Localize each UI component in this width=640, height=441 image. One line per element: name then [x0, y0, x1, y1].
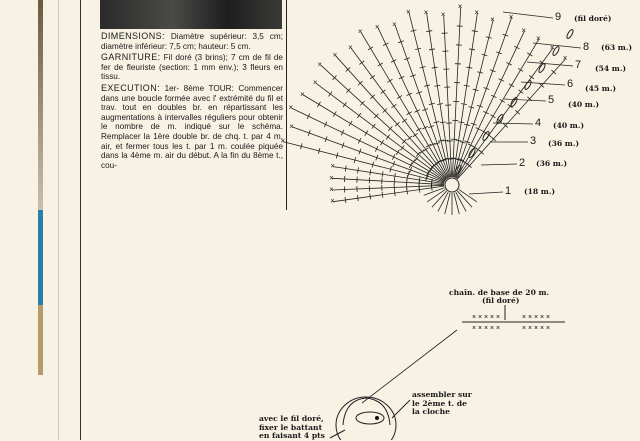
stitch-x-mark: × — [392, 20, 397, 29]
row-number: 3 — [530, 135, 536, 147]
stitch-tick — [434, 85, 440, 86]
stitch-tick — [407, 112, 412, 115]
stitch-x-mark: × — [546, 325, 550, 332]
stitch-x-mark: × — [490, 325, 494, 332]
stitch-tick — [368, 47, 373, 50]
stitch-tick — [386, 135, 390, 140]
row-number: 2 — [519, 157, 525, 169]
clapper — [356, 412, 384, 424]
stitch-spoke — [332, 185, 444, 190]
stitch-x-mark: × — [333, 51, 338, 60]
stitch-tick — [397, 95, 402, 98]
stitch-tick — [458, 122, 464, 123]
stitch-x-mark: × — [509, 12, 514, 21]
stitch-tick — [472, 31, 478, 32]
stitch-tick — [415, 156, 419, 161]
row-stitch-count: (fil doré) — [574, 15, 611, 24]
chain-stitch — [524, 80, 532, 91]
note-line: le 2ème t. de — [412, 400, 472, 409]
stitch-tick — [380, 140, 383, 145]
stitch-x-mark: × — [534, 314, 538, 321]
row-number: 5 — [548, 94, 554, 106]
stitch-x-mark: × — [375, 23, 380, 32]
chain-label: chaîn. de base de 20 m. — [449, 289, 549, 298]
stitch-tick — [370, 75, 375, 79]
leader-line — [504, 99, 546, 101]
stitch-tick — [357, 195, 358, 201]
stitch-x-mark: × — [521, 26, 526, 35]
fix-pointer — [330, 430, 345, 438]
note-line: fixer le battant — [259, 424, 325, 433]
stitch-tick — [394, 190, 395, 196]
stitch-tick — [413, 133, 418, 137]
stitch-x-mark: × — [288, 103, 293, 112]
stitch-x-mark: × — [280, 137, 285, 146]
stitch-tick — [394, 173, 395, 179]
row-stitch-count: (40 m.) — [553, 122, 584, 131]
note-line: assembler sur — [412, 391, 472, 400]
stitch-x-mark: × — [358, 27, 363, 36]
note-line: avec le fil doré, — [259, 415, 325, 424]
stitch-x-mark: × — [550, 43, 555, 52]
stitch-x-mark: × — [528, 314, 532, 321]
stitch-tick — [349, 121, 352, 126]
stitch-tick — [378, 63, 383, 66]
stitch-tick — [527, 53, 532, 56]
stitch-x-mark: × — [441, 10, 446, 19]
center-ring — [445, 178, 459, 192]
stitch-tick — [464, 85, 470, 86]
stitch-tick — [328, 92, 332, 97]
stitch-x-mark: × — [424, 8, 429, 17]
stitch-tick — [333, 111, 336, 116]
stitch-x-mark: × — [534, 325, 538, 332]
stitch-x-mark: × — [490, 15, 495, 24]
stitch-tick — [396, 150, 399, 155]
stitch-tick — [456, 140, 462, 141]
note-line: la cloche — [412, 408, 472, 417]
stitch-x-mark: × — [546, 314, 550, 321]
stitch-spoke — [336, 56, 447, 179]
stitch-x-mark: × — [522, 314, 526, 321]
stitch-tick — [382, 171, 383, 177]
stitch-spoke — [453, 13, 477, 177]
assemble-note — [412, 391, 472, 417]
row-number: 1 — [505, 185, 511, 197]
stitch-x-mark: × — [318, 60, 323, 69]
stitch-tick — [490, 115, 495, 118]
row-stitch-count: (36 m.) — [548, 140, 579, 149]
stitch-spoke — [454, 193, 459, 214]
row-number: 9 — [555, 11, 561, 23]
stitch-x-mark: × — [300, 90, 305, 99]
stitch-tick — [429, 49, 435, 50]
stitch-x-mark: × — [313, 78, 318, 87]
execution-heading: EXECUTION: — [101, 83, 160, 93]
row-number: 4 — [535, 117, 541, 129]
stitch-tick — [382, 192, 383, 198]
stitch-tick — [365, 131, 368, 136]
chain-stitch — [566, 29, 574, 40]
stitch-spoke — [395, 25, 449, 178]
stitch-spoke — [427, 13, 451, 177]
stitch-x-mark: × — [348, 43, 353, 52]
execution-text: 1er- 8ème TOUR: Commencer dans une boucle formée avec l' extrémité du fil et trav. tout en doubles br. en répartissant les augmentations à intervalles réguliers pour obtenir le nombre de m. indiqué sur le schéma. Remplacer la 1ère double br. de chq. t. par 4 m. air, et fermer tous les t. par 1 m. coulée piquée dans la 4ème m. air du début. A la fin du 8ème t., cou- — [101, 84, 283, 170]
stitch-tick — [345, 197, 346, 203]
stitch-x-mark: × — [472, 325, 476, 332]
stitch-spoke — [445, 193, 450, 214]
leader-line — [493, 123, 533, 124]
garniture-text: Fil doré (3 brins); 7 cm de fil de fer de fleuriste (section: 1 mm env.); 3 fleurs en tissu. — [101, 53, 283, 81]
stitch-tick — [387, 79, 392, 82]
row-number: 7 — [575, 59, 581, 71]
stitch-tick — [469, 49, 475, 50]
row-stitch-count: (40 m.) — [568, 101, 599, 110]
stitch-spoke — [316, 83, 446, 180]
stitch-x-mark: × — [458, 2, 463, 11]
stitch-spoke — [292, 127, 444, 182]
stitch-tick — [345, 166, 346, 172]
stitch-tick — [401, 145, 405, 150]
chain-stitch — [510, 97, 518, 108]
stitch-tick — [391, 104, 396, 108]
note-line: en faisant 4 pts — [259, 432, 325, 441]
stitch-x-mark: × — [540, 325, 544, 332]
stitch-x-mark: × — [472, 314, 476, 321]
stitch-x-mark: × — [478, 314, 482, 321]
stitch-spoke — [456, 39, 539, 178]
stitch-x-mark: × — [478, 325, 482, 332]
row-stitch-count: (63 m.) — [601, 44, 632, 53]
stitch-spoke — [283, 142, 444, 183]
stitch-x-mark: × — [406, 7, 411, 16]
chain-sub-label: (fil doré) — [482, 297, 519, 306]
stitch-tick — [358, 167, 359, 173]
stitch-x-mark: × — [484, 314, 488, 321]
stitch-tick — [500, 99, 505, 102]
stitch-tick — [509, 84, 514, 87]
row-stitch-count: (36 m.) — [536, 160, 567, 169]
dimensions-heading: DIMENSIONS: — [101, 31, 165, 41]
row-stitch-count: (54 m.) — [595, 65, 626, 74]
row-number: 8 — [583, 41, 589, 53]
stitch-tick — [402, 119, 407, 123]
stitch-tick — [381, 90, 386, 94]
garniture-heading: GARNITURE: — [101, 52, 161, 62]
stitch-tick — [412, 159, 415, 164]
stitch-spoke — [409, 12, 450, 177]
stitch-tick — [372, 124, 376, 129]
stitch-tick — [370, 169, 371, 175]
stitch-tick — [461, 104, 467, 105]
stitch-x-mark: × — [563, 54, 568, 63]
stitch-x-mark: × — [289, 122, 294, 131]
stitch-x-mark: × — [474, 8, 479, 17]
stitch-tick — [407, 175, 408, 181]
bell-outline — [336, 397, 396, 440]
dimensions-text: Diamètre supérieur: 3,5 cm; diamètre inférieur: 7,5 cm; hauteur: 5 cm. — [101, 32, 283, 51]
stitch-tick — [343, 102, 347, 107]
stitch-tick — [426, 31, 432, 32]
stitch-tick — [357, 113, 361, 118]
stitch-tick — [466, 67, 472, 68]
stitch-x-mark: × — [540, 314, 544, 321]
row-stitch-count: (45 m.) — [585, 85, 616, 94]
stitch-tick — [432, 67, 438, 68]
stitch-tick — [370, 194, 371, 200]
stitch-tick — [518, 90, 523, 94]
row-number: 6 — [567, 78, 573, 90]
clapper-dot — [375, 416, 379, 420]
stitch-x-mark: × — [528, 325, 532, 332]
stitch-tick — [416, 128, 421, 131]
stitch-x-mark: × — [329, 173, 334, 182]
stitch-x-mark: × — [484, 325, 488, 332]
stitch-x-mark — [329, 185, 334, 194]
stitch-x-mark: × — [496, 314, 500, 321]
stitch-x-mark: × — [496, 325, 500, 332]
stitch-tick — [359, 61, 364, 65]
stitch-tick — [437, 104, 443, 105]
stitch-tick — [423, 148, 428, 152]
fix-note — [259, 415, 325, 441]
stitch-x-mark: × — [490, 314, 494, 321]
row-stitch-count: (18 m.) — [524, 188, 555, 197]
leader-line — [469, 192, 503, 194]
stitch-tick — [529, 75, 534, 79]
stitch-x-mark: × — [330, 162, 335, 171]
stitch-tick — [518, 68, 523, 71]
assemble-pointer — [392, 400, 410, 418]
stitch-x-mark: × — [522, 325, 526, 332]
stitch-tick — [419, 177, 420, 183]
stitch-tick — [440, 122, 446, 123]
chain-stitch — [538, 63, 546, 74]
leader-line — [521, 82, 565, 85]
stitch-spoke — [291, 108, 444, 181]
stitch-spoke — [378, 28, 449, 178]
stitch-spoke — [444, 15, 452, 177]
stitch-tick — [317, 102, 320, 107]
stitch-spoke — [321, 65, 447, 180]
leader-line — [481, 164, 517, 165]
stitch-x-mark — [330, 197, 335, 206]
stitch-x-mark: × — [536, 34, 541, 43]
